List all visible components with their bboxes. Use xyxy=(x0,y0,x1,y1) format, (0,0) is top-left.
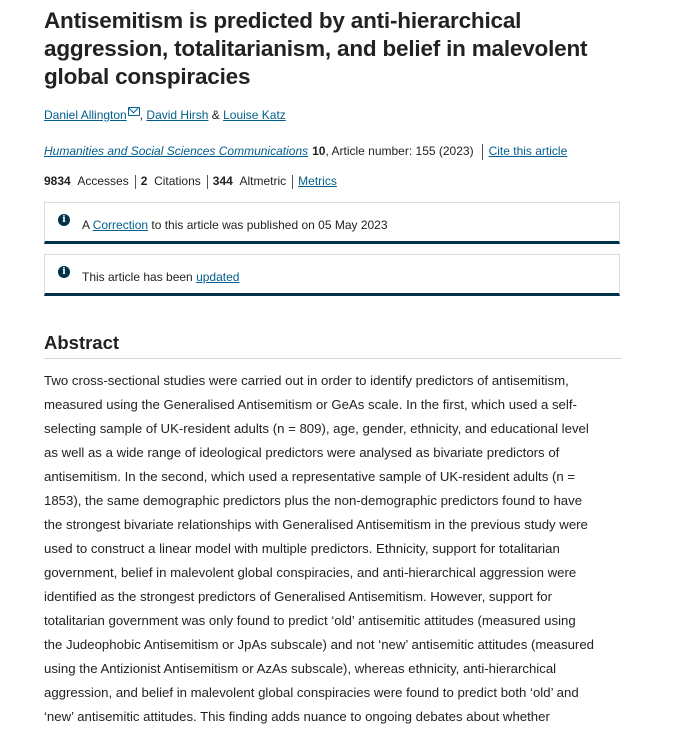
abstract-line: government, belief in malevolent global conspiracies, and anti-hierarchical aggression were xyxy=(44,565,577,580)
altmetric-count: 344 xyxy=(212,174,233,188)
author-separator: , xyxy=(139,108,147,122)
abstract-line: selecting sample of UK-resident adults (n = 809), age, gender, ethnicity, and educational level xyxy=(44,421,589,436)
volume-number: 10 xyxy=(312,144,326,158)
citations-count: 2 xyxy=(140,174,148,188)
abstract-line: ‘new’ antisemitic attitudes. This finding adds nuance to ongoing debates about whether xyxy=(44,709,550,724)
correction-notice-text xyxy=(82,217,388,233)
author-separator: & xyxy=(208,108,224,122)
updated-link[interactable]: updated xyxy=(196,270,240,284)
author-link-2[interactable]: David Hirsh xyxy=(146,108,209,122)
accesses-count: 9834 xyxy=(44,174,71,188)
updated-notice-text xyxy=(82,269,239,285)
info-circle-icon: i xyxy=(58,214,70,226)
author-link-3[interactable]: Louise Katz xyxy=(223,108,286,122)
updated-notice xyxy=(44,254,620,296)
author-list xyxy=(44,106,286,124)
abstract-heading: Abstract xyxy=(44,332,120,353)
abstract-line: antisemitism. In the second, which used a representative sample of UK-resident adults (n = xyxy=(44,469,576,484)
citations-label: Citations xyxy=(154,174,201,188)
abstract-line: Two cross-sectional studies were carried out in order to identify predictors of antisemitism, xyxy=(44,373,569,388)
divider xyxy=(292,175,293,189)
article-title: Antisemitism is predicted by anti-hierarchical aggression, totalitarianism, and belief in malevolent global conspiracies xyxy=(44,8,588,89)
article-number: , Article number: 155 (2023) xyxy=(325,144,474,158)
notice-prefix: A xyxy=(82,218,93,232)
cite-this-article-link[interactable]: Cite this article xyxy=(488,144,568,158)
citation-info xyxy=(44,142,567,160)
correction-notice xyxy=(44,202,620,244)
abstract-line: used to construct a linear model with multiple predictors. Ethnicity, support for totalitarian xyxy=(44,541,560,556)
abstract-line: totalitarian government was only found to predict ‘old’ antisemitic attitudes (measured using xyxy=(44,613,576,628)
author-link-1[interactable]: Daniel Allington xyxy=(44,108,127,122)
accesses-label: Accesses xyxy=(77,174,129,188)
metrics-link[interactable]: Metrics xyxy=(298,174,337,188)
journal-link[interactable]: Humanities and Social Sciences Communications xyxy=(44,144,309,158)
abstract-line: as well as a wide range of ideological predictors were analysed as bivariate predictors of xyxy=(44,445,560,460)
abstract-line: 1853), the same demographic predictors plus the non-demographic predictors found to have xyxy=(44,493,583,508)
abstract-line: aggression, and belief in malevolent global conspiracies were found to predict both ‘old’ and xyxy=(44,685,579,700)
divider xyxy=(135,175,136,189)
divider xyxy=(482,144,483,160)
notice-suffix: to this article was published on 05 May 2023 xyxy=(148,218,388,232)
abstract-line: using the Antizionist Antisemitism or AzAs subscale), whereas ethnicity, anti-hierarchical xyxy=(44,661,557,676)
correction-link[interactable]: Correction xyxy=(92,218,149,232)
abstract-line: identified as the strongest predictors of Generalised Antisemitism. However, support for xyxy=(44,589,552,604)
section-divider xyxy=(44,358,622,359)
mail-icon[interactable] xyxy=(128,107,140,116)
abstract-line: the Judeophobic Antisemitism or JpAs subscale) and not ‘new’ antisemitic attitudes (measured xyxy=(44,637,594,652)
abstract-text xyxy=(44,369,624,729)
notice-prefix: This article has been xyxy=(82,270,197,284)
abstract-line: the strongest bivariate relationships with Generalised Antisemitism in the previous study were xyxy=(44,517,588,532)
info-circle-icon: i xyxy=(58,266,70,278)
divider xyxy=(207,175,208,189)
article-metrics xyxy=(44,172,337,190)
abstract-line: measured using the Generalised Antisemitism or GeAs scale. In the first, which used a self- xyxy=(44,397,577,412)
altmetric-label: Altmetric xyxy=(239,174,287,188)
